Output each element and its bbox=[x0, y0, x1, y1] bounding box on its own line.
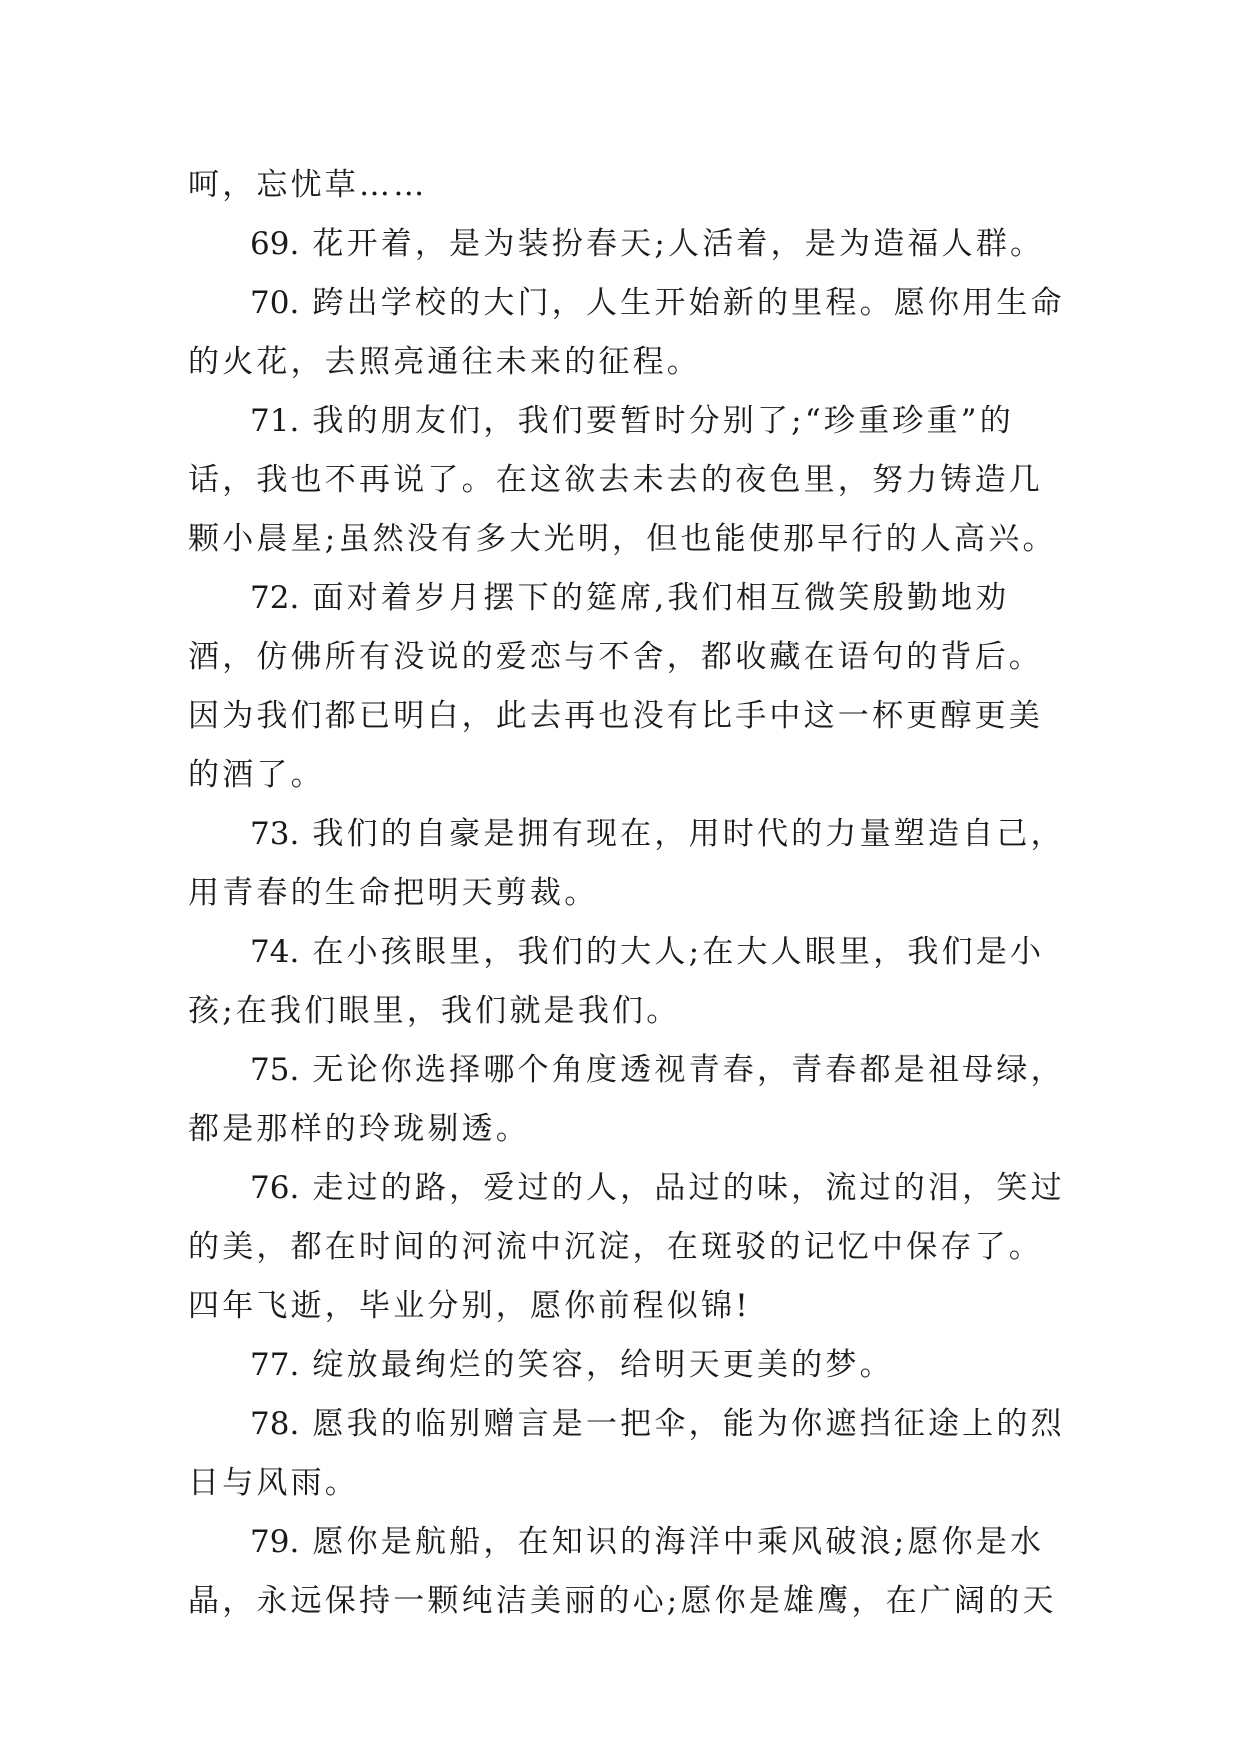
paragraph-number: 69. bbox=[250, 226, 300, 262]
paragraph-75 bbox=[188, 1041, 1068, 1159]
paragraph-text: 跨出学校的大门，人生开始新的里程。愿你用生命的火花，去照亮通往未来的征程。 bbox=[188, 285, 1065, 380]
paragraph-text: 我的朋友们，我们要暂时分别了;“珍重珍重”的话，我也不再说了。在这欲去未去的夜色里，努力铸造几颗小晨星;虽然没有多大光明，但也能使那早行的人高兴。 bbox=[188, 403, 1057, 557]
paragraph-number: 76. bbox=[250, 1170, 300, 1206]
paragraph-73 bbox=[188, 805, 1068, 923]
paragraph-number: 74. bbox=[250, 934, 300, 970]
paragraph-text: 愿你是航船，在知识的海洋中乘风破浪;愿你是水晶，永远保持一颗纯洁美丽的心;愿你是雄鹰，在广阔的天 bbox=[188, 1524, 1057, 1619]
paragraph-continued bbox=[188, 156, 1068, 215]
paragraph-74 bbox=[188, 923, 1068, 1041]
document-body bbox=[188, 156, 1068, 1631]
paragraph-number: 75. bbox=[250, 1052, 300, 1088]
paragraph-number: 71. bbox=[250, 403, 300, 439]
paragraph-69 bbox=[188, 215, 1068, 274]
paragraph-number: 77. bbox=[250, 1347, 300, 1383]
paragraph-72 bbox=[188, 569, 1068, 805]
paragraph-number: 73. bbox=[250, 816, 300, 852]
paragraph-number: 78. bbox=[250, 1406, 300, 1442]
paragraph-77 bbox=[188, 1336, 1068, 1395]
paragraph-number: 79. bbox=[250, 1524, 300, 1560]
paragraph-text: 愿我的临别赠言是一把伞，能为你遮挡征途上的烈日与风雨。 bbox=[188, 1406, 1065, 1501]
paragraph-71 bbox=[188, 392, 1068, 569]
paragraph-76 bbox=[188, 1159, 1068, 1336]
paragraph-text: 面对着岁月摆下的筵席,我们相互微笑殷勤地劝酒，仿佛所有没说的爱恋与不舍，都收藏在语句的背后。因为我们都已明白，此去再也没有比手中这一杯更醇更美的酒了。 bbox=[188, 580, 1043, 793]
paragraph-text: 无论你选择哪个角度透视青春，青春都是祖母绿，都是那样的玲珑剔透。 bbox=[188, 1052, 1065, 1147]
paragraph-text: 我们的自豪是拥有现在，用时代的力量塑造自己，用青春的生命把明天剪裁。 bbox=[188, 816, 1065, 911]
paragraph-text: 绽放最绚烂的笑容，给明天更美的梦。 bbox=[312, 1347, 894, 1383]
paragraph-number: 72. bbox=[250, 580, 300, 616]
paragraph-text: 走过的路，爱过的人，品过的味，流过的泪，笑过的美，都在时间的河流中沉淀，在斑驳的记忆中保存了。四年飞逝，毕业分别，愿你前程似锦! bbox=[188, 1170, 1065, 1324]
paragraph-text: 花开着，是为装扮春天;人活着，是为造福人群。 bbox=[312, 226, 1045, 262]
paragraph-78 bbox=[188, 1395, 1068, 1513]
paragraph-70 bbox=[188, 274, 1068, 392]
paragraph-text: 在小孩眼里，我们的大人;在大人眼里，我们是小孩;在我们眼里，我们就是我们。 bbox=[188, 934, 1045, 1029]
paragraph-number: 70. bbox=[250, 285, 300, 321]
paragraph-text: 呵，忘忧草…… bbox=[188, 167, 428, 203]
paragraph-79 bbox=[188, 1513, 1068, 1631]
